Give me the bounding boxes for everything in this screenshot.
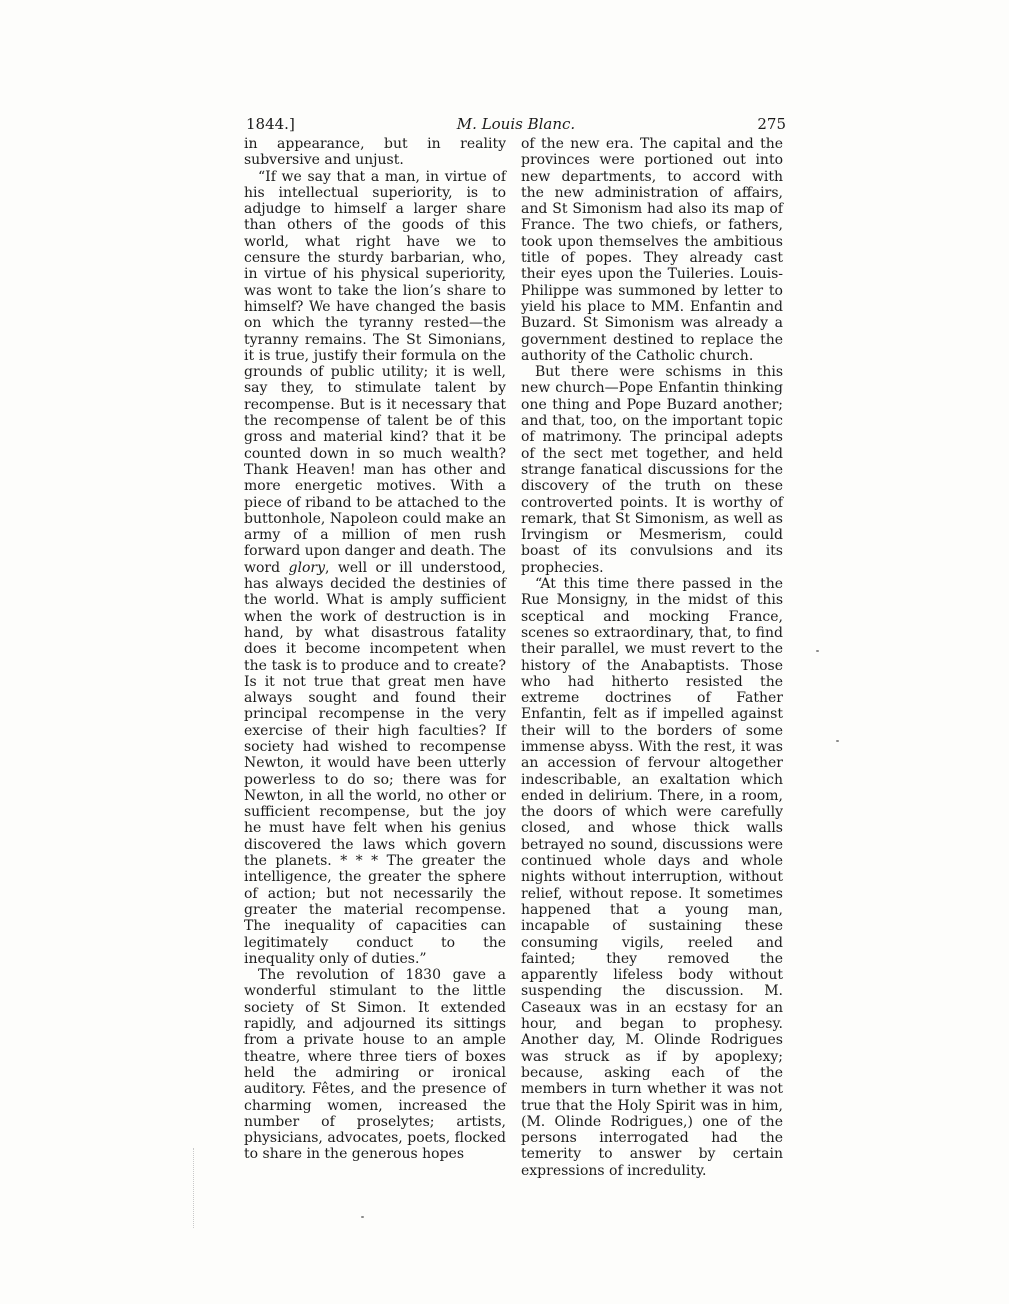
left-paragraph-2-rest: , well or ill understood, has always decided the destinies of the world. What is amply sufficient when the work of destruction is in hand, by what disastrous fatality does it become incompetent when the task is to produce and to create? Is it not true that great men have always sought and found their principal recompense in the very exercise of their high faculties? If society had wished to recompense Newton, it would have been utterly powerless to do so; there was for Newton, in all the world, no other or sufficient recompense, but the joy he must have felt when his genius discovered the laws which govern the planets. * * * The greater the intelligence, the greater the sphere of action; but not necessarily the greater the material recompense. The inequality of capacities can legitimately conduct to the inequality only of duties.”	[244, 559, 506, 967]
page-number: 275	[757, 115, 786, 133]
right-column	[521, 136, 783, 1179]
header-title: M. Louis Blanc.	[456, 115, 576, 133]
scan-margin-marks	[193, 1148, 196, 1228]
right-paragraph-3: “At this time there passed in the Rue Monsigny, in the midst of this sceptical and mocking France, scenes so extraordinary, that, to find their parallel, we must revert to the history of the Anabaptists. Those who had hitherto resisted the extreme doctrines of Father Enfantin, felt as if impelled against their will to the borders of some immense abyss. With the rest, it was an accession of fervour altogether indescribable, an exaltation which ended in delirium. There, in a room, the doors of which were carefully closed, and whose thick walls betrayed no sound, discussions were continued whole days and whole nights without interruption, without relief, without repose. It sometimes happened that a young man, incapable of sustaining these consuming vigils, reeled and fainted; they removed the apparently lifeless body without suspending the discussion. M. Caseaux was in an ecstasy for an hour, and began to prophesy. Another day, M. Olinde Rodrigues was struck as if by apoplexy; because, asking each of the members in turn whether it was not true that the Holy Spirit was in him, (M. Olinde Rodrigues,) one of the persons interrogated had the temerity to answer by certain expressions of incredulity.	[521, 576, 783, 1179]
right-paragraph-1: of the new era. The capital and the provinces were portioned out into new departments, to accord with the new administration of affairs, and St Simonism had also its map of France. The two chiefs, or fathers, took upon themselves the ambitious title of popes. They already cast their eyes upon the Tuileries. Louis-Philippe was summoned by letter to yield his place to MM. Enfantin and Buzard. St Simonism was already a government destined to replace the authority of the Catholic church.	[521, 136, 783, 364]
left-paragraph-2-text: “If we say that a man, in virtue of his intellectual superiority, is to adjudge to himself a larger share than others of the goods of this world, what right have we to censure the sturdy barbarian, who, in virtue of his physical superiority, was wont to take the lion’s share to himself? We have changed the basis on which the tyranny rested—the tyranny remains. The St Simonians, it is true, justify their formula on the grounds of public utility; it is well, say they, to stimulate talent by recompense. But is it necessary that the recompense of talent be of this gross and material kind? that it be counted down in so much wealth? Thank Heaven! man has other and more energetic motives. With a piece of riband to be attached to the buttonhole, Napoleon could make an army of a million of men rush forward upon danger and death. The word	[244, 168, 506, 576]
left-paragraph-1: in appearance, but in reality subversive and unjust.	[244, 136, 506, 169]
right-paragraph-2: But there were schisms in this new church—Pope Enfantin thinking one thing and Pope Buzard another; and that, too, on the important topic of matrimony. The principal adepts of the sect met together, and held strange fanatical discussions for the discovery of the truth on these controverted points. It is worthy of remark, that St Simonism, as well as Irvingism or Mesmerism, could boast of its convulsions and its prophecies.	[521, 364, 783, 576]
left-column	[244, 136, 506, 1163]
scan-speck	[836, 740, 839, 742]
header-year: 1844.]	[246, 115, 295, 133]
running-header	[246, 114, 786, 134]
left-paragraph-2	[244, 169, 506, 968]
left-paragraph-3: The revolution of 1830 gave a wonderful stimulant to the little society of St Simon. It extended rapidly, and adjourned its sittings from a private house to an ample theatre, where three tiers of boxes held the admiring or ironical auditory. Fêtes, and the presence of charming women, increased the number of proselytes; artists, physicians, advocates, poets, flocked to share in the generous hopes	[244, 967, 506, 1163]
italic-word-glory: glory	[288, 559, 325, 576]
scan-speck	[816, 650, 819, 652]
scan-speck	[361, 1216, 364, 1218]
